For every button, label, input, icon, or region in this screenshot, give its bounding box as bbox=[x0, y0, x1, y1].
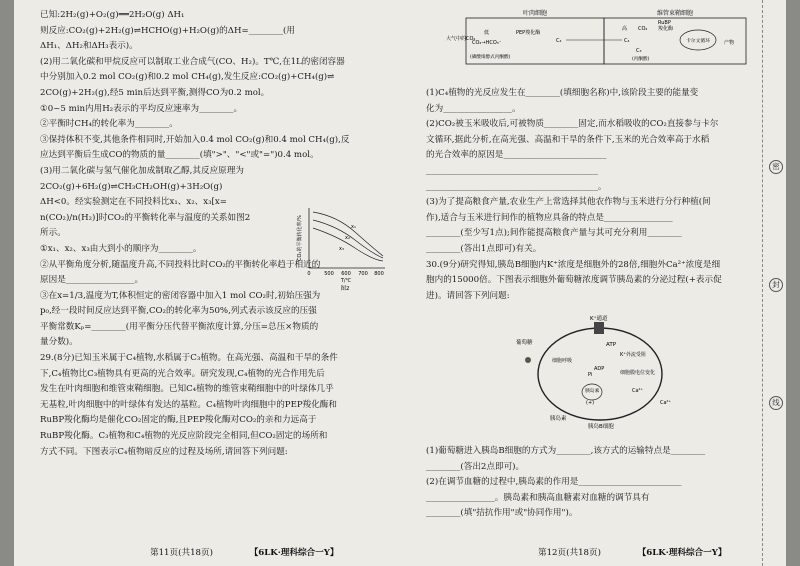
text-line: (3)为了提高粮食产量,农业生产上常选择其他农作物与玉米进行分行种植(间 bbox=[426, 197, 711, 208]
rubp-label: RuBP bbox=[658, 20, 671, 26]
text-line: 量分数)。 bbox=[40, 337, 78, 348]
c3-label: C₃ bbox=[636, 48, 642, 54]
text-line: n(CO₂)/n(H₂)]时CO₂的平衡转化率与温度的关系如图2 bbox=[40, 212, 251, 223]
c4-pathway-diagram bbox=[446, 8, 758, 74]
text-line: 的光合效率的原因是________________________ bbox=[426, 150, 607, 161]
binding-mark: 封 bbox=[769, 278, 783, 292]
glucose-label: 葡萄糖 bbox=[516, 340, 533, 346]
k-channel-label: K⁺通道 bbox=[590, 316, 608, 322]
binding-line bbox=[762, 0, 786, 566]
text-line: (2)CO₂被玉米吸收后,可被物质________固定,而水稻吸收的CO₂直接参与卡尔 bbox=[426, 119, 719, 130]
text-line: 无基粒,叶肉细胞中的叶绿体有发达的基粒。C₄植物叶肉细胞中的PEP羧化酶和 bbox=[40, 399, 337, 410]
text-line: RuBP羧化酶均是催化CO₂固定的酶,且PEP羧化酶对CO₂的亲和力远高于 bbox=[40, 415, 317, 426]
depol-label: 细胞膜电位变化 bbox=[620, 370, 656, 376]
text-line: ________(至少写1点);间作能提高粮食产量与其可充分利用________ bbox=[426, 228, 682, 239]
text-line: (2)在调节血糖的过程中,胰岛素的作用是________________________ bbox=[426, 477, 682, 488]
plus-label: (+) bbox=[586, 400, 595, 406]
binding-mark: 密 bbox=[769, 160, 783, 174]
x-tick: 700 bbox=[358, 271, 368, 277]
ca-in-label: Ca²⁺ bbox=[632, 388, 644, 394]
text-line: RuBP羧化酶。C₃植物和C₄植物的光反应阶段完全相同,但CO₂固定的场所和 bbox=[40, 431, 328, 442]
text-line: ________________。胰岛素和胰高血糖素对血糖的调节具有 bbox=[426, 492, 650, 503]
curve-label: x₃ bbox=[339, 246, 344, 252]
text-line: ③保持体积不变,其他条件相同时,开始加入0.4 mol CO₂(g)和0.4 mol CH₄(g),反 bbox=[40, 134, 350, 145]
text-line: 所示。 bbox=[40, 228, 66, 239]
low-label: 低 bbox=[484, 30, 490, 36]
text-line: (1)C₄植物的光反应发生在________(填细胞名称)中,该阶段主要的能量变 bbox=[426, 88, 699, 98]
x-tick: 800 bbox=[374, 271, 384, 277]
cell-caption: 胰岛B细胞 bbox=[588, 424, 614, 430]
text-line: ③在x=1/3,温度为T,体积恒定的密闭容器中加入1 mol CO₂时,初始压强为 bbox=[40, 290, 321, 301]
text-line: ΔH<0。经实验测定在不同投料比x₁、x₂、x₃[x= bbox=[40, 197, 227, 208]
curve-x1 bbox=[313, 212, 383, 256]
text-line: ________(答出2点即可)。 bbox=[426, 461, 525, 472]
x-axis-label: T/℃ bbox=[340, 278, 352, 284]
binding-mark: 线 bbox=[769, 396, 783, 410]
text-line: (2)用二氧化碳和甲烷反应可以制取工业合成气(CO、H₂)。T℃,在1L的密闭容器 bbox=[40, 56, 345, 67]
pep-enzyme-label: PEP羧化酶 bbox=[516, 30, 541, 36]
x-tick: 0 bbox=[307, 271, 311, 277]
text-line: ________(答出1点即可)有关。 bbox=[426, 243, 542, 254]
right-footer bbox=[538, 546, 726, 558]
text-line: 平衡常数Kₚ=________(用平衡分压代替平衡浓度计算,分压=总压×物质的 bbox=[40, 321, 319, 332]
sheath-label: 维管束鞘细胞 bbox=[656, 10, 694, 17]
pyruvate-label: (丙酮酸) bbox=[632, 57, 650, 62]
adp-label: ADP bbox=[594, 366, 605, 372]
text-line: ΔH₁、ΔH₂和ΔH₃表示)。 bbox=[40, 41, 138, 52]
text-line: p₀,经一段时间反应达到平衡,CO₂的转化率为50%,列式表示该反应的压强 bbox=[40, 306, 317, 317]
pep-label: (磷酸烯醇式丙酮酸) bbox=[470, 55, 511, 60]
x-tick: 500 bbox=[324, 271, 334, 277]
insulin-out-label: 胰岛素 bbox=[550, 416, 567, 422]
text-line: ________________________________________ bbox=[426, 165, 598, 176]
text-line: 已知:2H₂(g)+O₂(g)══2H₂O(g) ΔH₁ bbox=[40, 10, 185, 20]
text-line: 29.(8分)已知玉米属于C₄植物,水稻属于C₃植物。在高光强、高温和干旱的条件 bbox=[40, 353, 338, 364]
glucose-dot bbox=[525, 357, 531, 363]
co2-hco3-label: CO₂→HCO₃⁻ bbox=[472, 40, 502, 46]
air-co2-label: 大气中的CO₂ bbox=[446, 36, 476, 42]
respiration-label: 细胞呼吸 bbox=[552, 358, 573, 364]
co2-right: CO₂ bbox=[638, 26, 648, 32]
calvin-label: 卡尔文循环 bbox=[686, 39, 710, 44]
k-efflux-label: K⁺外流受阻 bbox=[620, 352, 646, 358]
text-line: 方式不同。下图表示C₄植物暗反应的过程及场所,请回答下列问题: bbox=[40, 446, 288, 457]
text-line: 则反应:CO₂(g)+2H₂(g)⇌HCHO(g)+H₂O(g)的ΔH=________(用 bbox=[40, 25, 295, 36]
rubp-enzyme-label: 羧化酶 bbox=[658, 26, 674, 32]
text-line: ________(填"拮抗作用"或"协同作用")。 bbox=[426, 508, 578, 519]
text-line: 化为________________。 bbox=[426, 103, 521, 114]
text-line: 原因是________________。 bbox=[40, 275, 144, 286]
text-line: 应达到平衡后生成CO的物质的量________(填">"、"<"或"=")0.4 mol。 bbox=[40, 150, 319, 161]
text-line: (3)用二氧化碳与氢气催化加成制取乙醇,其反应原理为 bbox=[40, 165, 244, 176]
ca-out-label: Ca²⁺ bbox=[660, 400, 672, 406]
text-line: ②从平衡角度分析,随温度升高,不同投料比时CO₂的平衡转化率趋于相近的 bbox=[40, 259, 321, 270]
text-line: ①x₁、x₂、x₃由大到小的顺序为________。 bbox=[40, 243, 202, 254]
text-line: 文循环,据此分析,在高光强、高温和干旱的条件下,玉米的光合效率高于水稻 bbox=[426, 134, 710, 145]
mesophyll-label: 叶肉细胞 bbox=[522, 10, 548, 17]
atp-label: ATP bbox=[606, 342, 617, 348]
text-line: ________________________________________。 bbox=[426, 181, 607, 192]
y-axis-label: CO₂的平衡转化率/% bbox=[297, 215, 303, 261]
left-footer bbox=[150, 546, 338, 558]
text-line: ①0~5 min内用H₂表示的平均反应速率为________。 bbox=[40, 103, 243, 114]
insulin-in-label: 胰岛素 bbox=[585, 389, 600, 394]
islet-b-cell-diagram bbox=[510, 312, 690, 432]
pi-label: Pi bbox=[588, 372, 593, 378]
page-number: 第11页(共18页) bbox=[150, 548, 213, 558]
graph-caption: 图2 bbox=[340, 286, 350, 292]
text-line: 作),适合与玉米进行间作的植物应具备的特点是________________ bbox=[426, 212, 673, 223]
text-line: 中分别加入0.2 mol CO₂(g)和0.2 mol CH₄(g),发生反应:CO₂(g)+CH₄(g)⇌ bbox=[40, 72, 335, 83]
curve-label: x₁ bbox=[351, 224, 356, 230]
left-page bbox=[40, 8, 390, 460]
product-label: 产物 bbox=[724, 40, 735, 46]
text-line: (1)葡萄糖进入胰岛B细胞的方式为________,该方式的运输特点是________ bbox=[426, 446, 706, 456]
text-line: 进)。请回答下列问题: bbox=[426, 290, 510, 301]
exam-brand: 【6LK·理科综合一Y】 bbox=[637, 548, 727, 558]
exam-brand: 【6LK·理科综合一Y】 bbox=[249, 548, 339, 558]
text-line: 下,C₄植物比C₃植物具有更高的光合效率。研究发现,C₄植物的光合作用先后 bbox=[40, 368, 325, 379]
conversion-temperature-graph bbox=[295, 200, 390, 292]
text-line: 2CO(g)+2H₂(g),经5 min后达到平衡,测得CO为0.2 mol。 bbox=[40, 87, 270, 98]
exam-sheet bbox=[14, 0, 786, 566]
text-line: 胞内的15000倍。下图表示细胞外葡萄糖浓度调节胰岛素的分泌过程(+表示促 bbox=[426, 275, 722, 286]
k-channel-shape bbox=[594, 322, 604, 334]
text-line: ②平衡时CH₄的转化率为________。 bbox=[40, 119, 178, 130]
text-line: 2CO₂(g)+6H₂(g)⇌CH₃CH₂OH(g)+3H₂O(g) bbox=[40, 181, 223, 192]
right-page bbox=[426, 86, 772, 304]
text-line: 30.(9分)研究得知,胰岛B细胞内K⁺浓度是细胞外的28倍,细胞外Ca²⁺浓度是细 bbox=[426, 259, 721, 270]
high-label: 高 bbox=[622, 26, 628, 32]
page-number: 第12页(共18页) bbox=[538, 548, 601, 558]
c4-left: C₄ bbox=[556, 38, 562, 44]
c4-right: C₄ bbox=[624, 38, 630, 44]
curve-x3 bbox=[313, 228, 383, 261]
text-line: 发生在叶肉细胞和维管束鞘细胞。已知C₄植物的维管束鞘细胞中的叶绿体几乎 bbox=[40, 384, 334, 395]
curve-label: x₂ bbox=[345, 235, 350, 241]
right-page-lower bbox=[426, 444, 772, 522]
x-tick: 600 bbox=[341, 271, 351, 277]
